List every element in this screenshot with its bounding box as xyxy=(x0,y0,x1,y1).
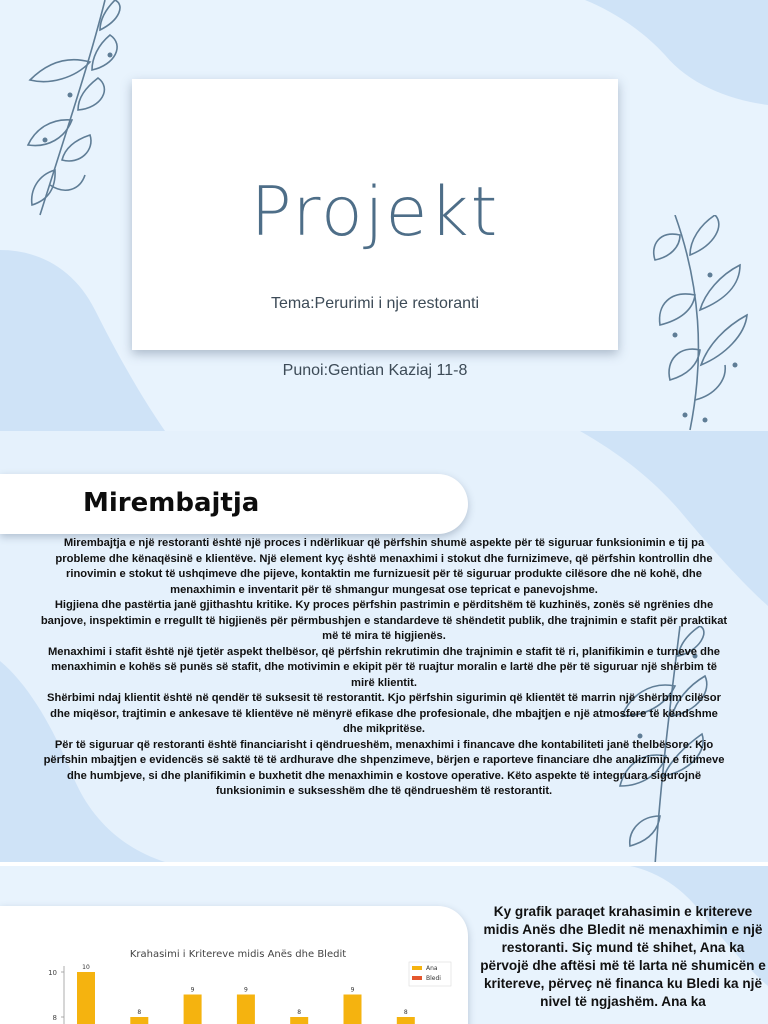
bar-ana xyxy=(290,1017,308,1024)
bar-value-label: 8 xyxy=(137,1009,142,1016)
bar-ana xyxy=(344,995,362,1024)
bar-value-label: 9 xyxy=(243,986,248,994)
y-tick-label: 10 xyxy=(48,969,57,977)
section-body xyxy=(40,536,728,800)
legend-label: Ana xyxy=(426,965,438,972)
bar-ana xyxy=(397,1017,415,1024)
chart-legend xyxy=(409,962,451,986)
chart-description: Ky grafik paraqet krahasimin e kritereve midis Anës dhe Bledit në menaxhimin e një restoranti. Siç mund të shihet, Ana ka përvojë dhe aftësi më të larta në shumicën e kritereve, përveç në financa ku Bledi ka një nivel të ngjashëm. Ana ka xyxy=(480,904,766,1009)
bar-value-label: 8 xyxy=(297,1009,302,1016)
bar-value-label: 10 xyxy=(82,964,90,971)
paragraph: Shërbimi ndaj klientit është në qendër të suksesit të restorantit. Kjo përfshin sigurimin që klientët të marrin një shërbim cilësor dhe miqësor, trajtimin e ankesave të klientëve në mënyrë efikase dhe profesionale, dhe mbajtjen e një atmosfere të këndshme dhe mikpritëse. xyxy=(47,692,721,735)
bar-chart xyxy=(0,866,468,1024)
paragraph: Për të siguruar që restoranti është financiarisht i qëndrueshëm, menaxhimi i financave dhe kontabiliteti janë thelbësore. Kjo përfshin mbajtjen e evidencës së saktë të të ardhurave dhe shpenzimeve, bërjen e raporteve financiare dhe analizimin e fitimeve dhe humbjeve, si dhe planifikimin e buxhetit dhe menaxhimin e kostove operative. Këto aspekte të integruara sigurojnë funksionimin e suksesshëm dhe të qëndrueshëm të restorantit. xyxy=(43,738,725,797)
maintenance-slide xyxy=(0,431,768,862)
title-card xyxy=(132,79,618,379)
paragraph: Higjiena dhe pastërtia janë gjithashtu kritike. Ky proces përfshin pastrimin e përditshëm të kuzhinës, zonës së ngrënies dhe banjove, inspektimin e rregullt të higjienës për përmbushjen e standardeve të shëndetit publik, dhe trajnimin e stafit për praktikat më të mira të higjienës. xyxy=(40,599,728,642)
bar-ana xyxy=(77,972,95,1024)
paragraph: Menaxhimi i stafit është një tjetër aspekt thelbësor, që përfshin rekrutimin dhe trajnimin e stafit të ri, planifikimin e turneve dhe menaxhimin e kohës së punës së stafit, dhe motivimin e ekipit për të ruajtur moralin e lartë dhe për të siguruar një shërbim të mirë klientit. xyxy=(47,645,721,689)
bar-ana xyxy=(237,995,255,1024)
presentation-title: Projekt xyxy=(250,173,500,252)
presentation-author: Punoi:Gentian Kaziaj 11-8 xyxy=(282,362,468,379)
chart-slide xyxy=(0,866,768,1024)
bar-ana xyxy=(130,1017,148,1024)
presentation-theme: Tema:Perurimi i nje restoranti xyxy=(270,295,480,312)
section-heading-card xyxy=(0,474,468,534)
paragraph: Mirembajtja e një restoranti është një proces i ndërlikuar që përfshin shumë aspekte për të siguruar funksionimin e tij pa probleme dhe kënaqësinë e klientëve. Një element kyç është menaxhimi i stokut dhe furnizimeve, që përfshin kontrollin dhe rinovimin e stokut të ushqimeve dhe pijeve, kontaktin me furnizuesit për të siguruar produkte cilësore dhe në kohë, dhe menaxhimin e inventarit për të shmangur mungesat ose tepricat e panevojshme. xyxy=(55,537,713,596)
chart-title: Krahasimi i Kritereve midis Anës dhe Bledit xyxy=(129,949,347,960)
title-slide xyxy=(0,0,768,431)
legend-label: Bledi xyxy=(426,975,441,982)
y-tick-label: 8 xyxy=(52,1014,57,1022)
legend-swatch xyxy=(412,966,422,970)
legend-swatch xyxy=(412,976,422,980)
leaf-branch-icon xyxy=(645,215,765,431)
bar-value-label: 9 xyxy=(350,986,355,994)
bar-value-label: 8 xyxy=(403,1009,408,1016)
bar-ana xyxy=(184,995,202,1024)
bar-value-label: 9 xyxy=(190,986,195,994)
section-heading: Mirembajtja xyxy=(83,488,260,518)
